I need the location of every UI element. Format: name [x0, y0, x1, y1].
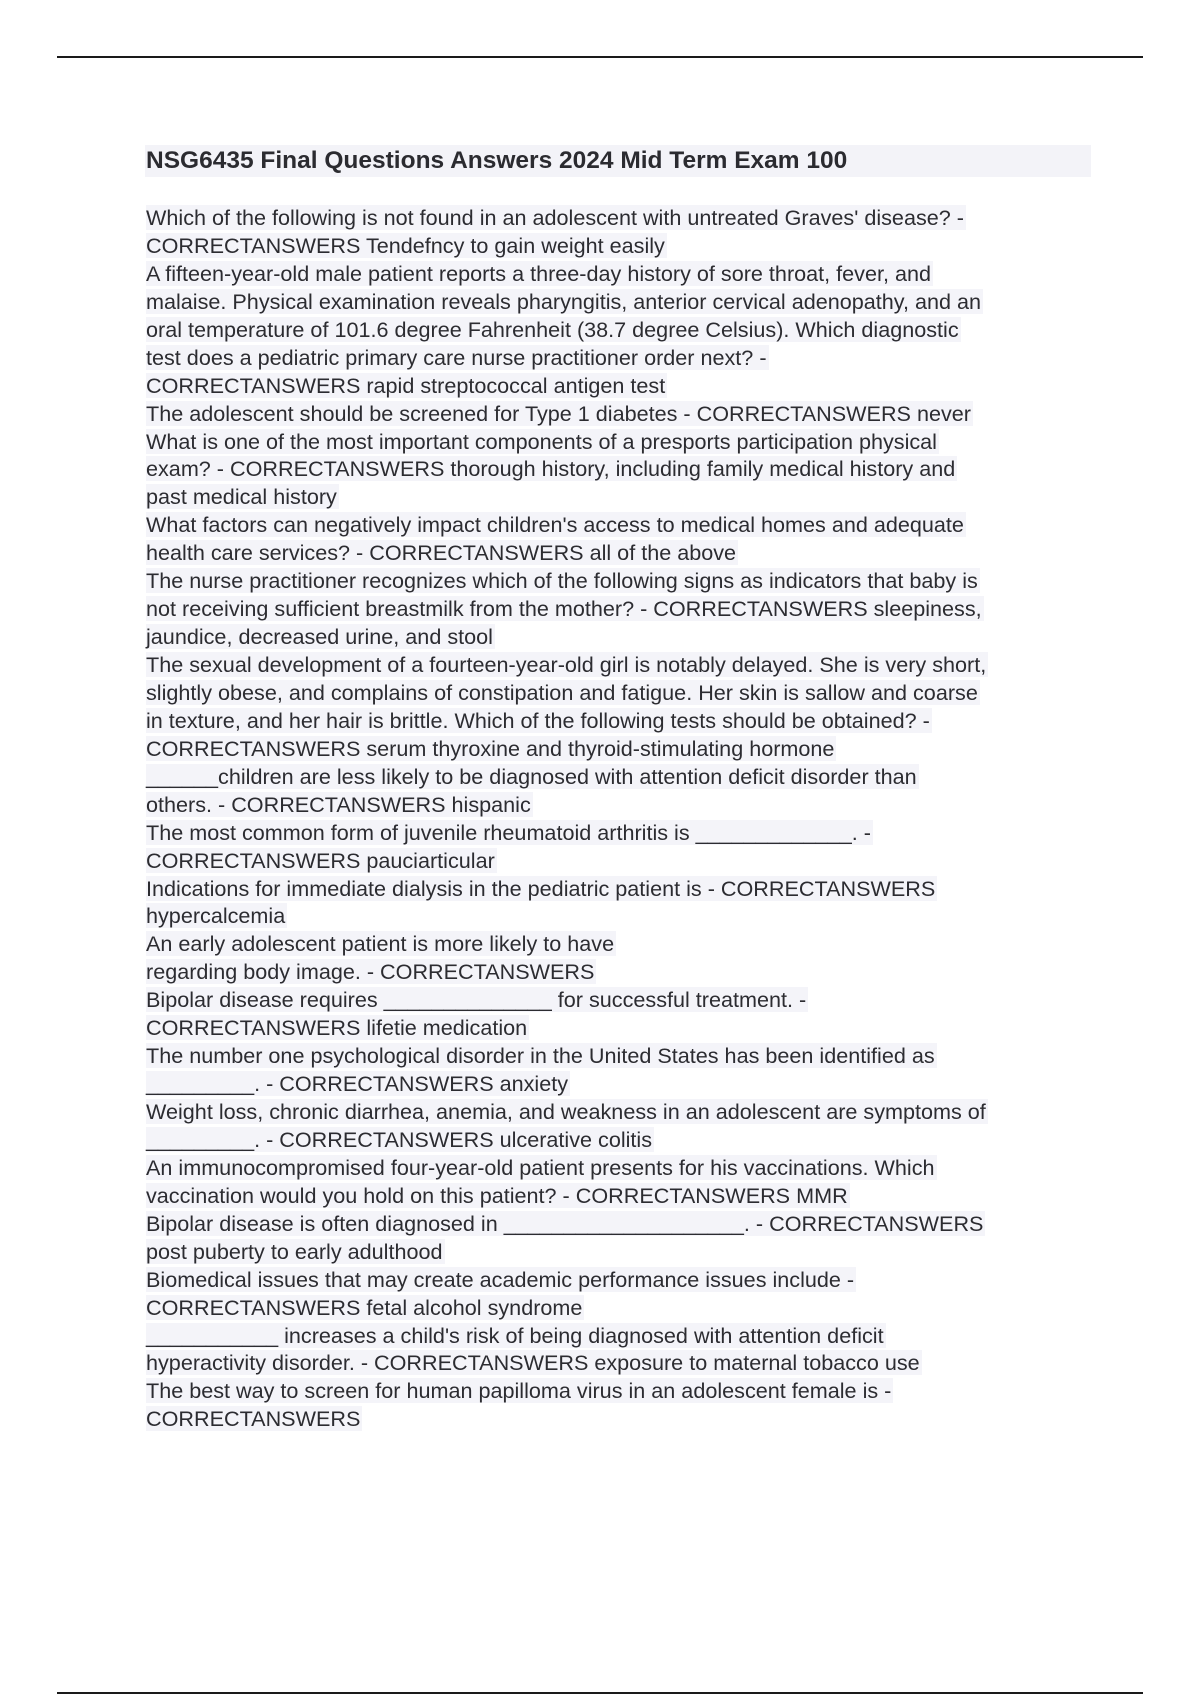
text-line [146, 623, 1096, 651]
text-line [146, 260, 1096, 288]
text-line-content: in texture, and her hair is brittle. Which of the following tests should be obtained? - [146, 707, 930, 733]
text-line [146, 1014, 1096, 1042]
text-line [146, 400, 1096, 428]
text-line [146, 204, 1096, 232]
text-line-content: Bipolar disease is often diagnosed in ____________________. - CORRECTANSWERS [146, 1210, 984, 1236]
text-line [146, 707, 1096, 735]
text-line [146, 539, 1096, 567]
text-line-content: exam? - CORRECTANSWERS thorough history, including family medical history and [146, 456, 956, 482]
text-line-content: vaccination would you hold on this patient? - CORRECTANSWERS MMR [146, 1182, 848, 1208]
text-line [146, 1070, 1096, 1098]
top-rule [57, 56, 1143, 58]
text-line-content: malaise. Physical examination reveals pharyngitis, anterior cervical adenopathy, and an [146, 288, 982, 314]
text-line [146, 735, 1096, 763]
text-line [146, 791, 1096, 819]
text-line [146, 595, 1096, 623]
text-line [146, 455, 1096, 483]
text-line [146, 1182, 1096, 1210]
text-line [146, 1042, 1096, 1070]
text-line-content: Bipolar disease requires ______________ for successful treatment. - [146, 987, 807, 1013]
text-line-content: CORRECTANSWERS Tendefncy to gain weight easily [146, 232, 665, 258]
text-line [146, 1126, 1096, 1154]
text-line [146, 1154, 1096, 1182]
text-line-content: The adolescent should be screened for Type 1 diabetes - CORRECTANSWERS never [146, 400, 971, 426]
text-line-content: What is one of the most important components of a presports participation physical [146, 428, 937, 454]
text-line [146, 567, 1096, 595]
text-line-content: An early adolescent patient is more likely to have [146, 931, 615, 957]
text-line [146, 1098, 1096, 1126]
text-line [146, 651, 1096, 679]
text-line-content: CORRECTANSWERS lifetie medication [146, 1015, 528, 1041]
text-line-content: The best way to screen for human papilloma virus in an adolescent female is - [146, 1378, 892, 1404]
bottom-rule [57, 1692, 1143, 1694]
text-line-content: An immunocompromised four-year-old patient presents for his vaccinations. Which [146, 1154, 935, 1180]
text-line-content: test does a pediatric primary care nurse practitioner order next? - [146, 344, 767, 370]
text-line [146, 288, 1096, 316]
text-line-content: hyperactivity disorder. - CORRECTANSWERS exposure to maternal tobacco use [146, 1350, 920, 1376]
text-line-content: slightly obese, and complains of constipation and fatigue. Her skin is sallow and coarse [146, 679, 978, 705]
text-line-content: oral temperature of 101.6 degree Fahrenheit (38.7 degree Celsius). Which diagnostic [146, 316, 959, 342]
text-line [146, 763, 1096, 791]
text-line [146, 1210, 1096, 1238]
text-line [146, 1266, 1096, 1294]
text-line-content: The number one psychological disorder in the United States has been identified as [146, 1043, 935, 1069]
text-line [146, 1405, 1096, 1433]
question-answer-list [146, 204, 1096, 1433]
text-line-content: CORRECTANSWERS fetal alcohol syndrome [146, 1294, 583, 1320]
text-line-content: A fifteen-year-old male patient reports a three-day history of sore throat, fever, and [146, 260, 931, 286]
text-line [146, 1322, 1096, 1350]
text-line [146, 1238, 1096, 1266]
text-line-content: CORRECTANSWERS rapid streptococcal antigen test [146, 372, 666, 398]
text-line [146, 847, 1096, 875]
text-line-content: _________. - CORRECTANSWERS anxiety [146, 1071, 569, 1097]
text-line [146, 511, 1096, 539]
text-line-content: CORRECTANSWERS [146, 1406, 361, 1432]
text-line [146, 1349, 1096, 1377]
text-line-content: Biomedical issues that may create academic performance issues include - [146, 1266, 855, 1292]
text-line [146, 819, 1096, 847]
text-line-content: The nurse practitioner recognizes which of the following signs as indicators that baby is [146, 568, 978, 594]
text-line-content: The most common form of juvenile rheumatoid arthritis is _____________. - [146, 819, 871, 845]
text-line-content: What factors can negatively impact children's access to medical homes and adequate [146, 512, 964, 538]
text-line [146, 1377, 1096, 1405]
text-line-content: Weight loss, chronic diarrhea, anemia, and weakness in an adolescent are symptoms of [146, 1099, 986, 1124]
text-line [146, 1294, 1096, 1322]
text-line-content: hypercalcemia [146, 903, 286, 929]
text-line-content: Which of the following is not found in an adolescent with untreated Graves' disease? - [146, 205, 964, 230]
text-line [146, 986, 1096, 1014]
text-line [146, 344, 1096, 372]
text-line-content: ______children are less likely to be diagnosed with attention deficit disorder than [146, 763, 917, 789]
text-line-content: regarding body image. - CORRECTANSWERS [146, 959, 595, 985]
text-line-content: The sexual development of a fourteen-year-old girl is notably delayed. She is very short, [146, 652, 987, 677]
text-line-content: ___________ increases a child's risk of being diagnosed with attention deficit [146, 1322, 884, 1348]
text-line-content: health care services? - CORRECTANSWERS all of the above [146, 540, 737, 566]
text-line [146, 483, 1096, 511]
text-line-content: jaundice, decreased urine, and stool [146, 624, 493, 650]
text-line [146, 232, 1096, 260]
text-line [146, 875, 1096, 903]
text-line [146, 372, 1096, 400]
text-line-content: others. - CORRECTANSWERS hispanic [146, 791, 531, 817]
text-line [146, 902, 1096, 930]
text-line-content: _________. - CORRECTANSWERS ulcerative colitis [146, 1126, 653, 1152]
text-line [146, 316, 1096, 344]
text-line [146, 428, 1096, 456]
text-line-content: CORRECTANSWERS pauciarticular [146, 847, 495, 873]
text-line [146, 958, 1096, 986]
text-line-content: post puberty to early adulthood [146, 1238, 443, 1264]
text-line-content: past medical history [146, 484, 337, 510]
text-line-content: CORRECTANSWERS serum thyroxine and thyroid-stimulating hormone [146, 735, 835, 761]
text-line-content: not receiving sufficient breastmilk from the mother? - CORRECTANSWERS sleepiness, [146, 596, 982, 622]
text-line-content: Indications for immediate dialysis in the pediatric patient is - CORRECTANSWERS [146, 875, 936, 901]
text-line [146, 679, 1096, 707]
document-title: NSG6435 Final Questions Answers 2024 Mid Term Exam 100 [146, 147, 848, 174]
text-line [146, 930, 1096, 958]
